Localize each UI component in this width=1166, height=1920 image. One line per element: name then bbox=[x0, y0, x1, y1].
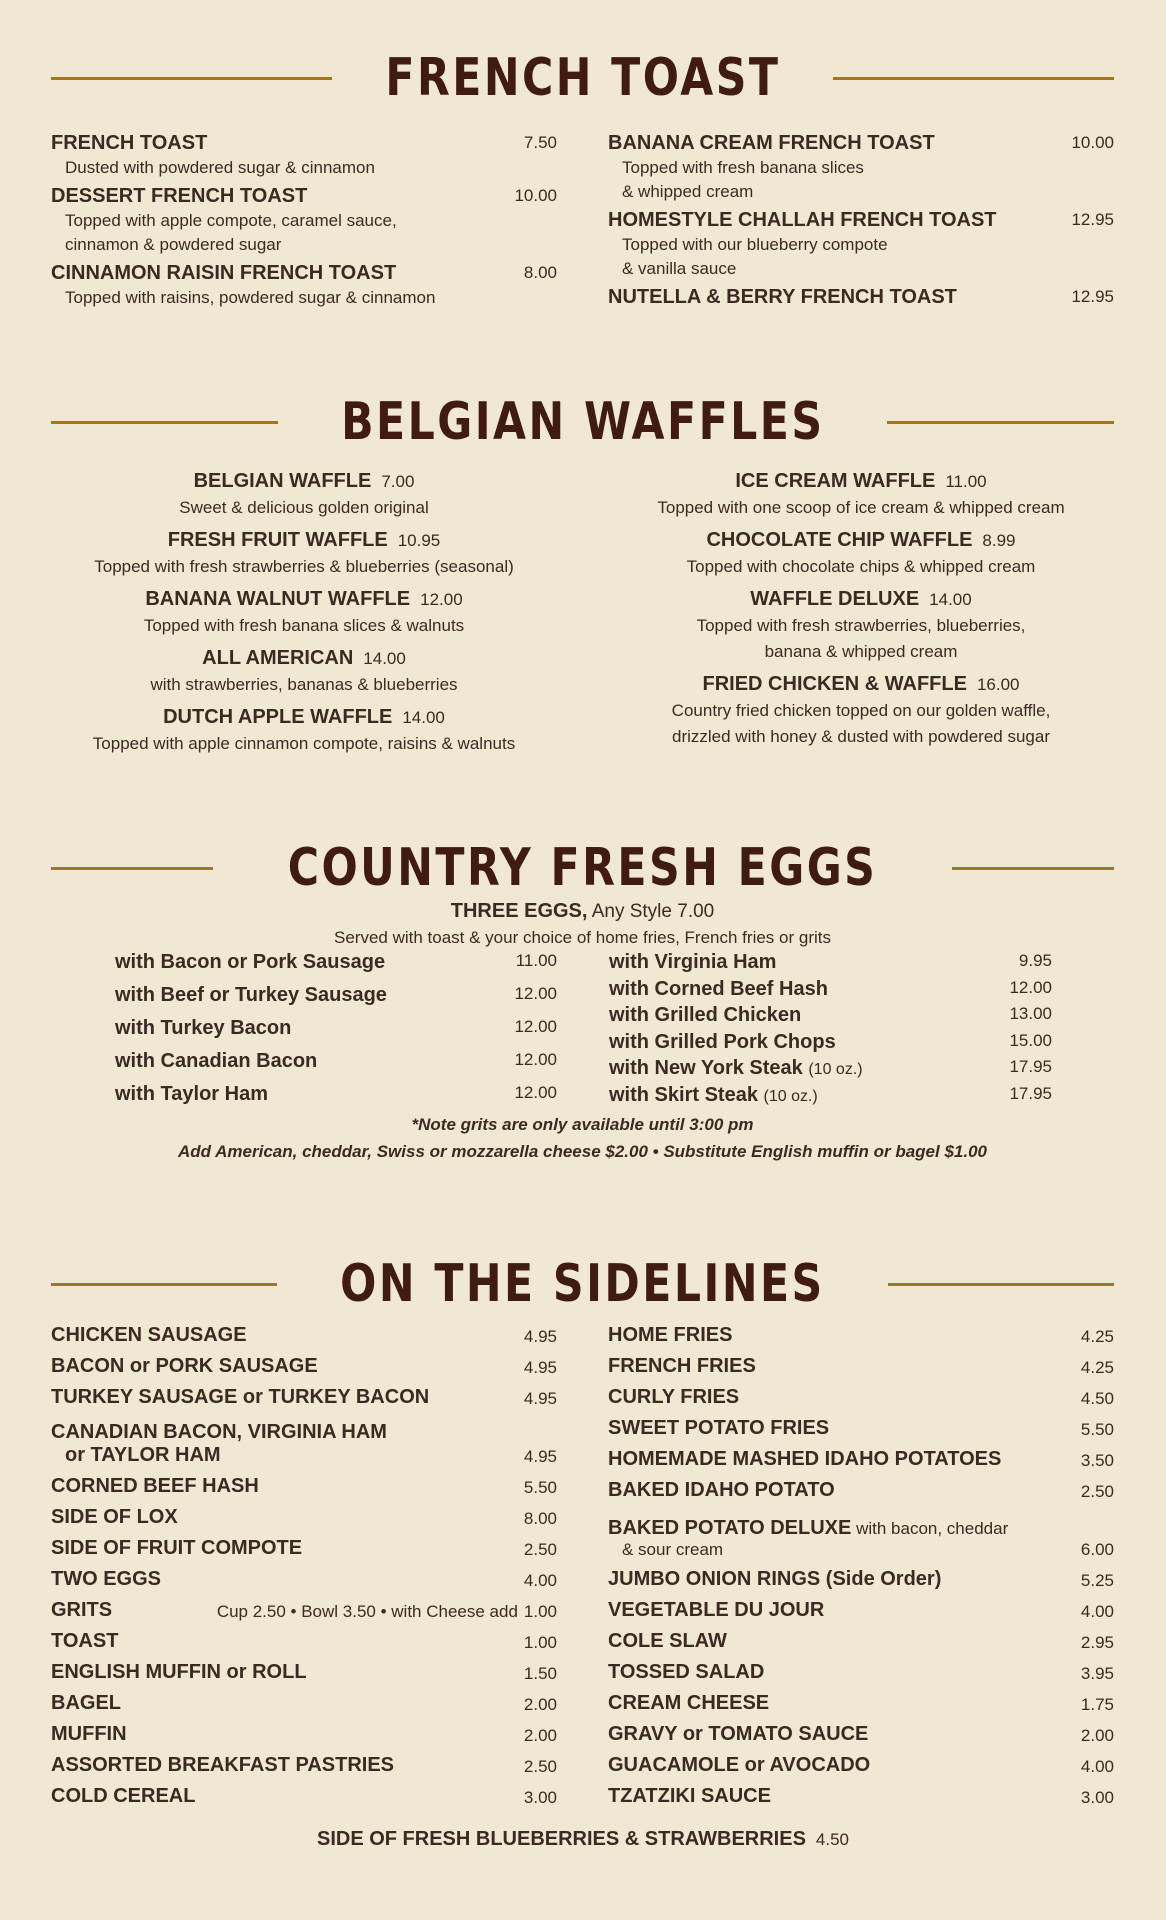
sides-right-column bbox=[608, 1316, 1114, 1808]
menu-item bbox=[608, 1591, 1114, 1622]
item-price: 5.50 bbox=[1080, 1420, 1114, 1439]
item-name: with Beef or Turkey Sausage bbox=[115, 984, 387, 1006]
menu-item bbox=[608, 527, 1114, 580]
menu-item bbox=[51, 1746, 557, 1777]
item-price: 7.00 bbox=[677, 901, 715, 922]
item-price: 3.95 bbox=[1080, 1664, 1114, 1683]
section-title: BELGIAN WAFFLES bbox=[340, 392, 825, 452]
item-description: Topped with raisins, powdered sugar & cinnamon bbox=[65, 288, 436, 307]
menu-item bbox=[608, 1746, 1114, 1777]
divider bbox=[833, 77, 1114, 80]
item-name: HOME FRIES bbox=[608, 1324, 733, 1346]
item-price: 11.00 bbox=[515, 951, 557, 970]
item-name: with Virginia Ham bbox=[609, 951, 777, 973]
divider bbox=[51, 77, 332, 80]
menu-item bbox=[51, 130, 557, 180]
item-name: BANANA WALNUT WAFFLE bbox=[145, 588, 411, 610]
item-price: 4.25 bbox=[1080, 1358, 1114, 1377]
item-name: COLD CEREAL bbox=[51, 1785, 196, 1807]
item-price: 10.95 bbox=[397, 531, 441, 550]
menu-item bbox=[608, 1409, 1114, 1440]
item-name: THREE EGGS, bbox=[450, 900, 588, 922]
blueberries-strawberries-item bbox=[0, 1828, 1166, 1851]
grits-note: *Note grits are only available until 3:00 pm bbox=[411, 1115, 754, 1134]
item-price: 2.00 bbox=[1080, 1726, 1114, 1745]
item-description: Dusted with powdered sugar & cinnamon bbox=[65, 158, 375, 177]
item-price: 2.50 bbox=[523, 1757, 557, 1776]
item-name: ICE CREAM WAFFLE bbox=[735, 470, 936, 492]
item-name: NUTELLA & BERRY FRENCH TOAST bbox=[608, 286, 957, 308]
item-name: CORNED BEEF HASH bbox=[51, 1475, 259, 1497]
item-name: TOAST bbox=[51, 1630, 119, 1652]
menu-item bbox=[608, 1471, 1114, 1502]
item-price: 8.99 bbox=[982, 531, 1016, 550]
menu-item bbox=[609, 978, 1052, 1005]
item-price: 4.95 bbox=[523, 1327, 557, 1346]
item-price: 7.00 bbox=[381, 472, 415, 491]
sides-left-column bbox=[51, 1316, 557, 1808]
item-price: 3.00 bbox=[523, 1788, 557, 1807]
item-name: FRIED CHICKEN & WAFFLE bbox=[702, 673, 967, 695]
item-name: GRITS bbox=[51, 1599, 113, 1621]
item-description: Topped with chocolate chips & whipped cream bbox=[686, 557, 1036, 576]
item-price: 16.00 bbox=[976, 675, 1020, 694]
item-price: 12.95 bbox=[1071, 287, 1114, 306]
item-description: Topped with our blueberry compote & vanilla sauce bbox=[622, 235, 888, 278]
item-name: ALL AMERICAN bbox=[202, 647, 354, 669]
item-price: 8.00 bbox=[523, 263, 557, 282]
menu-item bbox=[51, 1622, 557, 1653]
item-price: 17.95 bbox=[1009, 1083, 1052, 1103]
item-price: 13.00 bbox=[1009, 1004, 1052, 1024]
three-eggs-base-item bbox=[51, 898, 1114, 951]
item-name: WAFFLE DELUXE bbox=[750, 588, 920, 610]
menu-item bbox=[608, 284, 1114, 310]
item-name: MUFFIN bbox=[51, 1723, 127, 1745]
item-description: Topped with apple compote, caramel sauce, cinnamon & powdered sugar bbox=[65, 211, 397, 254]
item-name: TWO EGGS bbox=[51, 1568, 161, 1590]
menu-item bbox=[609, 1004, 1052, 1031]
menu-item bbox=[51, 586, 557, 639]
item-name: DESSERT FRENCH TOAST bbox=[51, 185, 308, 207]
item-price: 4.25 bbox=[1080, 1327, 1114, 1346]
menu-item bbox=[608, 1502, 1114, 1560]
item-name: SIDE OF LOX bbox=[51, 1506, 178, 1528]
menu-item bbox=[51, 1316, 557, 1347]
menu-item bbox=[51, 183, 557, 257]
menu-item bbox=[51, 260, 557, 310]
item-note: (10 oz.) bbox=[763, 1087, 818, 1105]
item-name: with Taylor Ham bbox=[115, 1083, 268, 1105]
french-toast-section bbox=[51, 48, 1114, 313]
menu-item bbox=[608, 1715, 1114, 1746]
item-name: TOSSED SALAD bbox=[608, 1661, 765, 1683]
menu-item bbox=[608, 207, 1114, 281]
menu-item bbox=[51, 704, 557, 757]
item-name: BAKED IDAHO POTATO bbox=[608, 1479, 835, 1501]
item-price: 12.95 bbox=[1071, 210, 1114, 229]
item-name: SIDE OF FRUIT COMPOTE bbox=[51, 1537, 303, 1559]
french-toast-left-column bbox=[51, 130, 557, 313]
item-price: 1.00 bbox=[523, 1602, 557, 1621]
item-name: VEGETABLE DU JOUR bbox=[608, 1599, 825, 1621]
item-price: 12.00 bbox=[514, 1017, 557, 1036]
divider bbox=[952, 867, 1114, 870]
menu-item bbox=[51, 1777, 557, 1808]
menu-item bbox=[51, 1653, 557, 1684]
item-price: 11.00 bbox=[945, 472, 987, 491]
waffles-header bbox=[51, 392, 1114, 452]
item-name: BELGIAN WAFFLE bbox=[193, 470, 372, 492]
menu-item bbox=[51, 1529, 557, 1560]
menu-item bbox=[608, 1622, 1114, 1653]
item-name: with Grilled Pork Chops bbox=[609, 1030, 836, 1053]
waffles-left-column bbox=[51, 468, 557, 763]
item-price: 12.00 bbox=[514, 1050, 557, 1069]
item-style: Any Style bbox=[591, 901, 672, 922]
item-price: 12.00 bbox=[1009, 977, 1052, 997]
item-price: 10.00 bbox=[1071, 133, 1114, 152]
menu-item bbox=[51, 1715, 557, 1746]
item-price: 14.00 bbox=[929, 590, 972, 609]
item-name: HOMEMADE MASHED IDAHO POTATOES bbox=[608, 1448, 1002, 1470]
menu-item bbox=[609, 1031, 1052, 1058]
item-description: Topped with one scoop of ice cream & whipped cream bbox=[657, 498, 1065, 517]
item-price: 10.00 bbox=[514, 186, 557, 205]
item-name: CREAM CHEESE bbox=[608, 1692, 770, 1714]
item-name: BANANA CREAM FRENCH TOAST bbox=[608, 132, 935, 154]
item-name: FRENCH FRIES bbox=[608, 1355, 756, 1377]
menu-item bbox=[608, 1777, 1114, 1808]
item-price: 14.00 bbox=[402, 708, 445, 727]
item-name: with Corned Beef Hash bbox=[609, 977, 828, 1000]
menu-item bbox=[115, 951, 557, 984]
waffles-right-column bbox=[608, 468, 1114, 763]
section-title: ON THE SIDELINES bbox=[340, 1254, 825, 1314]
menu-item bbox=[609, 1084, 1052, 1111]
french-toast-header bbox=[51, 48, 1114, 108]
item-price: 12.00 bbox=[420, 590, 463, 609]
menu-item bbox=[51, 527, 557, 580]
eggs-header bbox=[51, 838, 1114, 898]
item-price: 4.00 bbox=[1080, 1757, 1114, 1776]
item-name: BACON or PORK SAUSAGE bbox=[51, 1355, 318, 1377]
menu-item bbox=[608, 1316, 1114, 1347]
item-price: 12.00 bbox=[514, 1083, 557, 1102]
divider bbox=[887, 421, 1114, 424]
menu-item bbox=[51, 1560, 557, 1591]
grits-options: Cup 2.50 • Bowl 3.50 • with Cheese add bbox=[216, 1602, 518, 1621]
item-description: Topped with fresh strawberries & blueberries (seasonal) bbox=[94, 557, 514, 576]
item-price: 5.25 bbox=[1080, 1571, 1114, 1590]
item-price: 4.95 bbox=[523, 1358, 557, 1377]
item-price: 14.00 bbox=[363, 649, 406, 668]
item-price: 9.95 bbox=[1018, 951, 1052, 970]
item-price: 2.50 bbox=[523, 1540, 557, 1559]
menu-item bbox=[51, 1498, 557, 1529]
item-price: 7.50 bbox=[523, 133, 557, 152]
item-price: 2.95 bbox=[1080, 1633, 1114, 1652]
item-name: CHICKEN SAUSAGE bbox=[51, 1324, 247, 1346]
item-description: Served with toast & your choice of home fries, French fries or grits bbox=[334, 928, 831, 947]
item-name: CINNAMON RAISIN FRENCH TOAST bbox=[51, 262, 397, 284]
item-name: CANADIAN BACON, VIRGINIA HAM bbox=[51, 1421, 387, 1443]
item-name: TURKEY SAUSAGE or TURKEY BACON bbox=[51, 1386, 430, 1408]
item-name: SWEET POTATO FRIES bbox=[608, 1417, 830, 1439]
menu-item bbox=[608, 1560, 1114, 1591]
menu-item bbox=[51, 1409, 557, 1467]
item-price: 4.00 bbox=[523, 1571, 557, 1590]
menu-item bbox=[608, 1378, 1114, 1409]
menu-item bbox=[608, 1684, 1114, 1715]
menu-item bbox=[51, 645, 557, 698]
menu-item bbox=[51, 468, 557, 521]
menu-item bbox=[609, 1057, 1052, 1084]
item-description: Topped with fresh strawberries, blueberries, banana & whipped cream bbox=[696, 616, 1026, 661]
eggs-left-column bbox=[115, 951, 557, 1116]
item-name-line2: or TAYLOR HAM bbox=[65, 1444, 221, 1466]
item-price: 15.00 bbox=[1009, 1030, 1052, 1050]
item-price: 4.50 bbox=[815, 1830, 850, 1849]
item-price: 3.00 bbox=[1080, 1788, 1114, 1807]
item-price: 4.50 bbox=[1080, 1389, 1114, 1408]
menu-item bbox=[115, 1017, 557, 1050]
item-subtext: with bacon, cheddar bbox=[851, 1519, 1009, 1538]
menu-item bbox=[51, 1684, 557, 1715]
item-price: 6.00 bbox=[1080, 1540, 1114, 1559]
menu-item bbox=[608, 1440, 1114, 1471]
item-price: 4.95 bbox=[523, 1389, 557, 1408]
item-name: with Grilled Chicken bbox=[609, 1004, 802, 1027]
french-toast-right-column bbox=[608, 130, 1114, 313]
item-price: 12.00 bbox=[514, 984, 557, 1003]
item-price: 3.50 bbox=[1080, 1451, 1114, 1470]
eggs-section bbox=[51, 838, 1114, 1165]
divider bbox=[51, 421, 278, 424]
item-description: Sweet & delicious golden original bbox=[179, 498, 429, 517]
item-name: DUTCH APPLE WAFFLE bbox=[163, 706, 393, 728]
menu-item bbox=[608, 130, 1114, 204]
item-description: Topped with apple cinnamon compote, raisins & walnuts bbox=[92, 734, 516, 753]
item-name: GRAVY or TOMATO SAUCE bbox=[608, 1723, 869, 1745]
section-title: FRENCH TOAST bbox=[384, 48, 781, 108]
menu-item bbox=[51, 1467, 557, 1498]
menu-item bbox=[51, 1347, 557, 1378]
item-price: 4.95 bbox=[523, 1447, 557, 1466]
item-name: TZATZIKI SAUCE bbox=[608, 1785, 771, 1807]
item-price: 5.50 bbox=[523, 1478, 557, 1497]
sides-header bbox=[51, 1254, 1114, 1314]
item-price: 2.50 bbox=[1080, 1482, 1114, 1501]
menu-item bbox=[115, 984, 557, 1017]
item-name: ENGLISH MUFFIN or ROLL bbox=[51, 1661, 307, 1683]
divider bbox=[888, 1283, 1114, 1286]
menu-item bbox=[115, 1050, 557, 1083]
item-name: with Turkey Bacon bbox=[115, 1017, 292, 1039]
item-description: Topped with fresh banana slices & walnuts bbox=[143, 616, 465, 635]
item-price: 1.00 bbox=[523, 1633, 557, 1652]
section-title: COUNTRY FRESH EGGS bbox=[287, 838, 878, 898]
item-name: HOMESTYLE CHALLAH FRENCH TOAST bbox=[608, 209, 997, 231]
item-price: 1.50 bbox=[523, 1664, 557, 1683]
item-name: COLE SLAW bbox=[608, 1630, 727, 1652]
menu-item bbox=[608, 671, 1114, 750]
menu-item bbox=[115, 1083, 557, 1116]
menu-item bbox=[608, 586, 1114, 665]
item-description: with strawberries, bananas & blueberries bbox=[150, 675, 458, 694]
divider bbox=[51, 867, 213, 870]
divider bbox=[51, 1283, 277, 1286]
item-name: CHOCOLATE CHIP WAFFLE bbox=[706, 529, 973, 551]
menu-item bbox=[608, 1653, 1114, 1684]
item-name: GUACAMOLE or AVOCADO bbox=[608, 1754, 871, 1776]
item-price: 8.00 bbox=[523, 1509, 557, 1528]
menu-item bbox=[608, 1347, 1114, 1378]
item-name: FRESH FRUIT WAFFLE bbox=[167, 529, 388, 551]
item-description: Topped with fresh banana slices & whipped cream bbox=[622, 158, 864, 201]
menu-item bbox=[51, 1378, 557, 1409]
item-name: SIDE OF FRESH BLUEBERRIES & STRAWBERRIES bbox=[316, 1828, 806, 1850]
waffles-section bbox=[51, 392, 1114, 763]
item-name: ASSORTED BREAKFAST PASTRIES bbox=[51, 1754, 394, 1776]
item-price: 17.95 bbox=[1009, 1057, 1052, 1077]
item-name: BAKED POTATO DELUXE bbox=[608, 1517, 852, 1539]
sides-section bbox=[51, 1254, 1114, 1808]
item-name: with New York Steak bbox=[609, 1057, 803, 1080]
item-price: 4.00 bbox=[1080, 1602, 1114, 1621]
item-price: 2.00 bbox=[523, 1695, 557, 1714]
item-name-line2: & sour cream bbox=[622, 1540, 724, 1559]
item-description: Country fried chicken topped on our golden waffle, drizzled with honey & dusted with powdered sugar bbox=[671, 701, 1051, 746]
item-name: with Canadian Bacon bbox=[115, 1050, 318, 1072]
item-price: 1.75 bbox=[1080, 1695, 1114, 1714]
menu-item bbox=[51, 1591, 557, 1622]
item-name: FRENCH TOAST bbox=[51, 132, 208, 154]
item-name: JUMBO ONION RINGS (Side Order) bbox=[608, 1568, 942, 1590]
item-name: BAGEL bbox=[51, 1692, 121, 1714]
item-note: (10 oz.) bbox=[808, 1061, 863, 1079]
item-price: 2.00 bbox=[523, 1726, 557, 1745]
add-ons-note: Add American, cheddar, Swiss or mozzarella cheese $2.00 • Substitute English muffin or bagel $1.00 bbox=[178, 1142, 987, 1161]
item-name: with Skirt Steak bbox=[609, 1083, 758, 1106]
item-name: with Bacon or Pork Sausage bbox=[115, 951, 386, 973]
menu-item bbox=[609, 951, 1052, 978]
eggs-right-column bbox=[609, 951, 1052, 1111]
menu-item bbox=[608, 468, 1114, 521]
item-name: CURLY FRIES bbox=[608, 1386, 740, 1408]
